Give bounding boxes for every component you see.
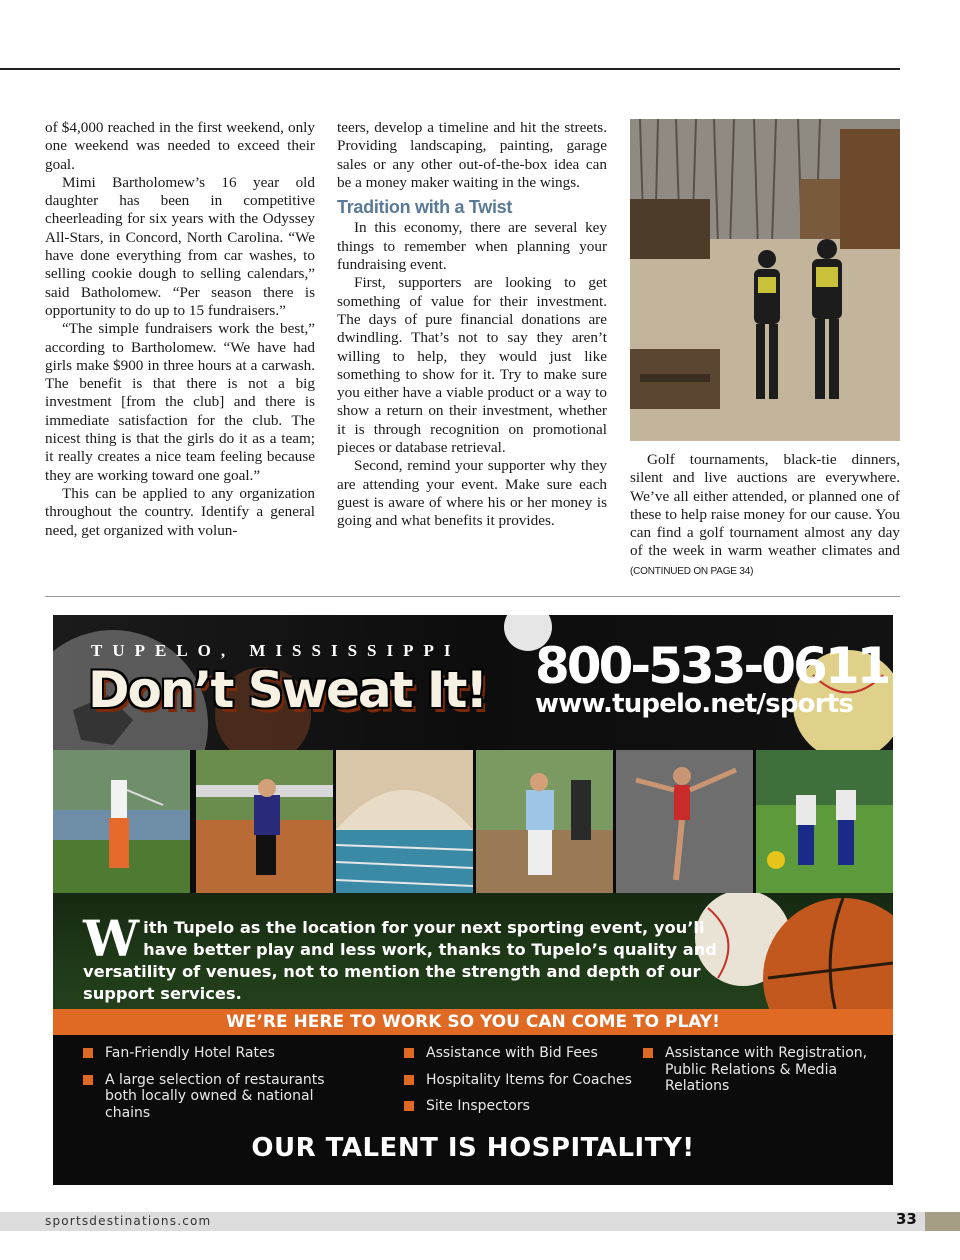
footer-website[interactable]: sportsdestinations.com [45,1214,212,1228]
ad-headline: Don’t Sweat It! [88,661,487,719]
ad-city: TUPELO, MISSISSIPPI [91,641,461,660]
ad-header-band [53,615,893,750]
sports-photo-strip [53,750,893,893]
ad-tagline-bar: WE’RE HERE TO WORK SO YOU CAN COME TO PLAY! [53,1009,893,1035]
pitch-body: ith Tupelo as the location for your next sporting event, you’ll have better play and less work, thanks to Tupelo’s quality and versatility of venues, not to mention the strength and depth of our support services. [83,918,717,1003]
bullet-item: Assistance with Registration, Public Relations & Media Relations [643,1045,868,1095]
article-column-2 [337,119,607,531]
article-column-3 [630,119,900,581]
page-number: 33 [896,1210,917,1228]
bullet-list-2 [404,1045,634,1125]
section-subhead: Tradition with a Twist [337,197,513,218]
golf-photo [53,750,190,893]
bullet-item: Fan-Friendly Hotel Rates [83,1045,373,1062]
bullet-item: Site Inspectors [404,1098,634,1115]
paragraph: of $4,000 reached in the first weekend, only one weekend was needed to exceed their goal. [45,119,315,173]
paragraph: In this economy, there are several key things to remember when planning your fundraising event. [337,219,607,274]
paragraph: Second, remind your supporter why they are attending your event. Make sure each guest is aware of where his or her money is going and what benefits it provides. [337,457,607,530]
ad-pitch-text [83,909,723,1005]
baseball-pitcher-photo [476,750,613,893]
bullet-list-1 [83,1045,373,1131]
paragraph: This can be applied to any organization throughout the country. Identify a general need, get organized with volun- [45,484,315,539]
paragraph: teers, develop a timeline and hit the streets. Providing landscaping, painting, garage sales or any other out-of-the-box idea can be a money maker waiting in the wings. [337,119,607,191]
paragraph-text: Golf tournaments, black-tie dinners, silent and live auctions are everywhere. We’ve all either attended, or planned one of these to help raise money for our cause. You can find a golf tournament almost any day of the week in warm weather climates and [630,451,900,560]
bullet-list-3 [643,1045,868,1105]
ad-website-link[interactable]: www.tupelo.net/sports [535,689,854,719]
bullet-item: Assistance with Bid Fees [404,1045,634,1062]
drop-cap: W [83,909,140,968]
article-column-1 [45,119,315,540]
paragraph: Mimi Bartholomew’s 16 year old daughter has been in competitive cheerleading for six years with the Odyssey All-Stars, in Concord, North Carolina. “We have done everything from car washes, to selling cookie dough to selling calendars,” said Batholomew. “Per season there is opportunity to do up to 15 fundraisers.” [45,173,315,319]
bullet-item: A large selection of restaurants both locally owned & national chains [83,1072,355,1122]
trap-shooting-photo [630,119,900,441]
gymnastics-photo [616,750,753,893]
swimming-pool-photo [336,750,473,893]
continued-note: (CONTINUED ON PAGE 34) [630,565,754,577]
bullet-item: Hospitality Items for Coaches [404,1072,634,1089]
youth-soccer-photo [756,750,893,893]
ad-slogan: OUR TALENT IS HOSPITALITY! [251,1133,695,1163]
footer-accent-block [925,1212,960,1231]
paragraph: “The simple fundraisers work the best,” according to Bartholomew. “We have had girls make $900 in three hours at a carwash. The benefit is that there is not a big investment [from the club] and there is immediate satisfaction for the club. The nicest thing is that the girls do it as a team; it really creates a nice team feeling because they are working toward one goal.” [45,320,315,484]
ad-phone-number[interactable]: 800-533-0611 [535,637,889,695]
section-divider [45,596,900,597]
top-rule [0,68,900,70]
softball-photo [196,750,333,893]
paragraph: First, supporters are looking to get something of value for their investment. The days of pure financial donations are dwindling. That’s not to say they aren’t willing to help, they would just like something to show for it. Try to make sure you either have a viable product or a way to show a return on their investment, whether it is through recognition on promotional pieces or database retrieval. [337,274,607,457]
paragraph [630,451,900,581]
tupelo-advertisement [53,615,893,1185]
